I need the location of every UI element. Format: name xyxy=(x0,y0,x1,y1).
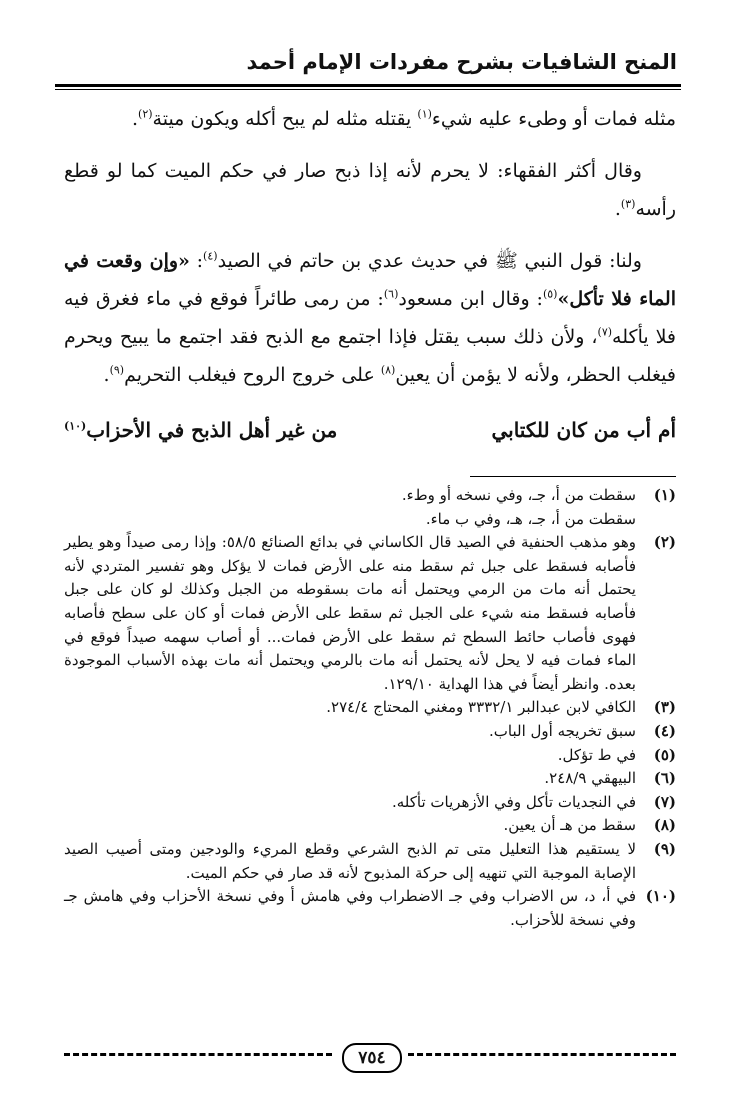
footnote-ref-3[interactable]: (٣) xyxy=(620,197,636,211)
header-rule xyxy=(55,84,681,87)
footnote-ref-5[interactable]: (٥) xyxy=(542,287,558,301)
footnote: سقطت من أ، جـ، هـ، وفي ب ماء. xyxy=(425,509,636,528)
footer-ornament-left xyxy=(64,1053,332,1056)
footnote-ref-1[interactable]: (١) xyxy=(417,107,432,121)
footnote: (٧) في النجديات تأكل وفي الأزهريات تأكله. xyxy=(391,792,676,811)
footer-ornament-right xyxy=(408,1053,676,1056)
paragraph-1: مثله فمات أو وطىء عليه شيء$^{(١)}$ يقتله مثله لم يبح أكله ويكون ميتة$^{(٢)}$. xyxy=(131,107,676,130)
footnote: (١٠) في أ، د، س الاضراب وفي جـ الاضطراب وفي هامش أ وفي نسخة الأحزاب وفي هامش جـ وفي نسخة للأحزاب. xyxy=(64,887,676,929)
footnote-ref-8[interactable]: (٨) xyxy=(380,363,396,377)
footnote-separator xyxy=(470,476,676,477)
footnote: (٣) الكافي لابن عبدالبر ٣٣٣٢/١ ومغني المحتاج ٢٧٤/٤. xyxy=(326,698,676,717)
footnote: (٥) في ط تؤكل. xyxy=(557,745,676,764)
footnote-ref-10[interactable]: (١٠) xyxy=(64,419,87,433)
verse-hemistich-left: من غير أهل الذبح في الأحزاب$^{(١٠)}$ xyxy=(64,418,338,442)
hadith-quote: «وإن وقعت في الماء فلا تأكل» xyxy=(64,250,676,310)
footnote: (٢) وهو مذهب الحنفية في الصيد قال الكاساني في بدائع الصنائع ٥٨/٥: وإذا رمى صيداً وهو يطير فأصابه فسقط على جبل ثم سقط منه على الأرض فمات لا يؤكل وهو تفسير المتردي لأنه يحتمل أنه مات من الرمي ويحتمل أنه مات بسقوطه من الجبل وكذلك لو كان على جبل فأصابه فسقط منه شيء على الجبل ثم سقط على الأرض فمات أو كان على سطح فأصابه فهوى فأصاب حائط السطح ثم سقط على الأرض فمات... أو أصاب سهمه صيداً فوقع في الماء فمات فيه لا يحل لأنه يحتمل أنه مات بالرمي ويحتمل أنه مات بهذه الأسباب الموجودة بعده. وانظر أيضاً في هذا الهداية ١٢٩/١٠. xyxy=(64,533,676,693)
footnote-ref-7[interactable]: (٧) xyxy=(597,325,613,339)
paragraph-2: وقال أكثر الفقهاء: لا يحرم لأنه إذا ذبح صار في حكم الميت كما لو قطع رأسه$^{(٣)}$. xyxy=(64,160,676,220)
footnote: (٤) سبق تخريجه أول الباب. xyxy=(489,721,676,740)
footnote-ref-2[interactable]: (٢) xyxy=(138,107,153,121)
footnote-ref-4[interactable]: (٤) xyxy=(203,249,218,263)
footnotes xyxy=(64,484,676,932)
header-rule-thin xyxy=(55,89,681,90)
footnote: (٦) البيهقي ٢٤٨/٩. xyxy=(544,769,676,788)
page-number: ٧٥٤ xyxy=(342,1043,402,1073)
running-header: المنح الشافيات بشرح مفردات الإمام أحمد xyxy=(246,50,677,74)
footnote-ref-9[interactable]: (٩) xyxy=(109,363,125,377)
main-text xyxy=(64,100,676,408)
page-footer xyxy=(64,1043,676,1071)
footnote: (١) سقطت من أ، جـ، وفي نسخه أو وطء. xyxy=(401,486,676,504)
verse-hemistich-right: أم أب من كان للكتابي xyxy=(491,418,676,442)
paragraph-3: ولنا: قول النبي ﷺ في حديث عدي بن حاتم في الصيد$^{(٤)}$: «وإن وقعت في الماء فلا تأكل»$^{(٥)}$: وقال ابن مسعود$^{(٦)}$: من رمى طائراً فوقع في ماء فغرق فيه فلا يأكله$^{(٧)}$، ولأن ذلك سبب يقتل فإذا اجتمع مع الذبح فقد اجتمع ما يبيح ويحرم فيغلب الحظر، ولأنه لا يؤمن أن يعين$^{(٨)}$ على خروج الروح فيغلب التحريم$^{(٩)}$. xyxy=(64,249,676,386)
footnote-ref-6[interactable]: (٦) xyxy=(383,287,399,301)
footnote: (٨) سقط من هـ أن يعين. xyxy=(503,816,676,835)
footnote: (٩) لا يستقيم هذا التعليل متى تم الذبح الشرعي وقطع المريء والودجين ومتى أصيب الصيد الإصابة الموجبة التي تنهيه إلى حركة المذبوح لأنه قد صار في حكم الميت. xyxy=(64,839,676,882)
verse-line xyxy=(64,418,676,442)
